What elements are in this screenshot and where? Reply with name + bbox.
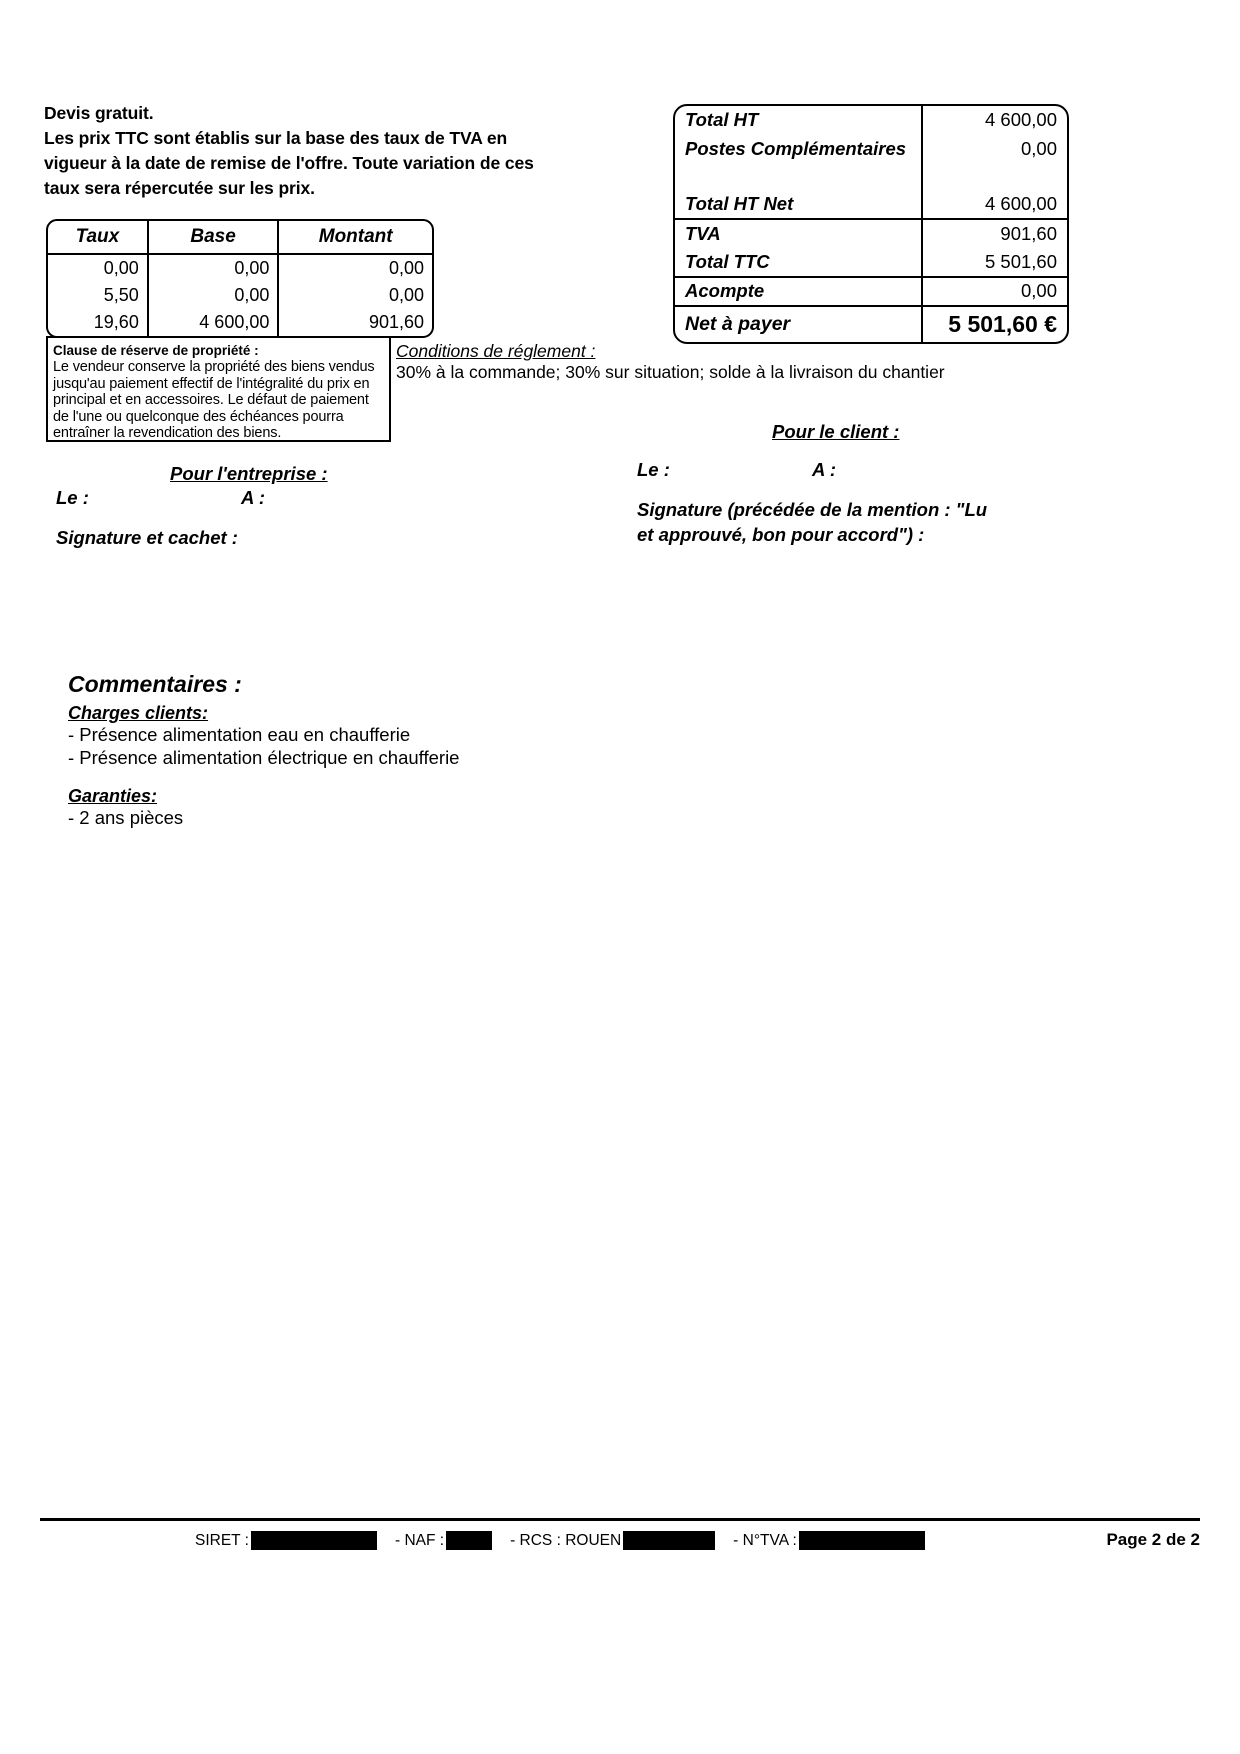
table-row — [48, 254, 432, 282]
footer-rcs-label: - RCS : ROUEN — [510, 1531, 622, 1549]
vat-cell-taux: 5,50 — [48, 282, 148, 309]
totals-value-spacer — [922, 164, 1067, 190]
totals-value-acompte: 0,00 — [922, 277, 1067, 306]
ownership-reserve-clause-box — [46, 336, 391, 442]
table-row — [48, 309, 432, 336]
vat-cell-base: 4 600,00 — [148, 309, 279, 336]
company-signature-label: Signature et cachet : — [56, 527, 238, 548]
totals-label-net-a-payer: Net à payer — [675, 306, 922, 342]
vat-table-header-row — [48, 221, 432, 254]
footer-tva-label: - N°TVA : — [733, 1531, 797, 1549]
footer-siret — [195, 1531, 379, 1550]
client-signature-label-line1: Signature (précédée de la mention : "Lu — [637, 499, 988, 520]
table-row — [48, 282, 432, 309]
client-signature-label-line2: et approuvé, bon pour accord") : — [637, 524, 925, 545]
table-row — [675, 306, 1067, 342]
comments-title: Commentaires : — [68, 671, 242, 697]
vat-breakdown-table — [46, 219, 434, 338]
company-signature-heading: Pour l'entreprise : — [170, 463, 328, 484]
client-signature-label — [637, 497, 1057, 547]
table-row — [675, 106, 1067, 135]
client-place-label: A : — [812, 459, 836, 480]
vat-header-montant: Montant — [278, 221, 432, 254]
page-number: Page 2 de 2 — [1106, 1530, 1200, 1549]
redaction-bar-siret — [251, 1531, 377, 1550]
footer-rcs — [510, 1531, 717, 1550]
list-item: - 2 ans pièces — [68, 807, 184, 828]
totals-value-total-ht: 4 600,00 — [984, 109, 1057, 130]
totals-label-total-ht-net: Total HT Net — [675, 190, 922, 219]
footer — [40, 1528, 1200, 1558]
redaction-bar-rcs — [623, 1531, 715, 1550]
intro-line-1: Devis gratuit. — [44, 103, 154, 123]
client-signature-heading: Pour le client : — [772, 421, 900, 442]
footer-legal-identifiers — [195, 1531, 927, 1550]
comments-section-items-garanties — [68, 806, 183, 829]
list-item: - Présence alimentation électrique en chaufferie — [68, 747, 460, 768]
comments-section-title-charges: Charges clients: — [68, 703, 209, 723]
clause-body: Le vendeur conserve la propriété des biens vendus jusqu'au paiement effectif de l'intégralité du prix en principal et en accessoires. Le défaut de paiement de l'une ou quelconque des échéances pourra entraîner la revendication des biens. — [53, 359, 375, 441]
table-row-spacer — [675, 164, 1067, 190]
footer-naf — [395, 1531, 494, 1550]
totals-summary-box — [673, 104, 1069, 344]
table-row — [675, 248, 1067, 277]
totals-label-acompte: Acompte — [675, 277, 922, 306]
payment-conditions-title: Conditions de réglement : — [396, 341, 596, 361]
totals-label-postes-complementaires: Postes Complémentaires — [675, 135, 922, 164]
clause-title: Clause de réserve de propriété : — [53, 343, 259, 358]
vat-cell-base: 0,00 — [148, 282, 279, 309]
totals-label-tva: TVA — [675, 219, 922, 248]
totals-label-total-ht: Total HT — [675, 106, 922, 135]
comments-section-title-garanties: Garanties: — [68, 786, 158, 806]
table-row — [675, 277, 1067, 306]
totals-label-spacer — [675, 164, 922, 190]
list-item: - Présence alimentation eau en chaufferie — [68, 724, 411, 745]
intro-line-2: Les prix TTC sont établis sur la base des taux de TVA en — [44, 128, 508, 148]
totals-value-postes-complementaires: 0,00 — [1020, 138, 1057, 159]
payment-conditions-text: 30% à la commande; 30% sur situation; solde à la livraison du chantier — [396, 362, 945, 382]
footer-naf-label: - NAF : — [394, 1531, 445, 1549]
totals-value-net-a-payer: 5 501,60 € — [948, 310, 1057, 337]
vat-header-taux: Taux — [48, 221, 148, 254]
footer-divider — [40, 1518, 1200, 1521]
vat-cell-montant: 901,60 — [368, 312, 424, 332]
table-row — [675, 219, 1067, 248]
totals-value-total-ht-net: 4 600,00 — [922, 190, 1067, 219]
intro-line-4: taux sera répercutée sur les prix. — [44, 178, 315, 198]
company-place-label: A : — [241, 487, 265, 508]
footer-siret-label: SIRET : — [195, 1531, 249, 1549]
company-date-label: Le : — [56, 487, 89, 508]
vat-cell-taux: 19,60 — [48, 309, 148, 336]
client-date-label: Le : — [637, 459, 670, 480]
vat-cell-base: 0,00 — [148, 254, 279, 282]
table-row — [675, 135, 1067, 164]
comments-section-items-charges — [68, 723, 459, 769]
redaction-bar-naf — [446, 1531, 492, 1550]
intro-paragraph — [44, 101, 574, 201]
totals-label-total-ttc: Total TTC — [675, 248, 922, 277]
vat-cell-taux: 0,00 — [48, 254, 148, 282]
vat-cell-montant: 0,00 — [388, 285, 424, 305]
vat-header-base: Base — [148, 221, 279, 254]
vat-cell-montant: 0,00 — [388, 258, 424, 278]
totals-value-total-ttc: 5 501,60 — [922, 248, 1067, 277]
intro-line-3: vigueur à la date de remise de l'offre. Toute variation de ces — [44, 153, 534, 173]
redaction-bar-tva — [799, 1531, 925, 1550]
totals-value-tva: 901,60 — [1000, 222, 1057, 244]
table-row — [675, 190, 1067, 219]
footer-tva — [733, 1531, 927, 1550]
